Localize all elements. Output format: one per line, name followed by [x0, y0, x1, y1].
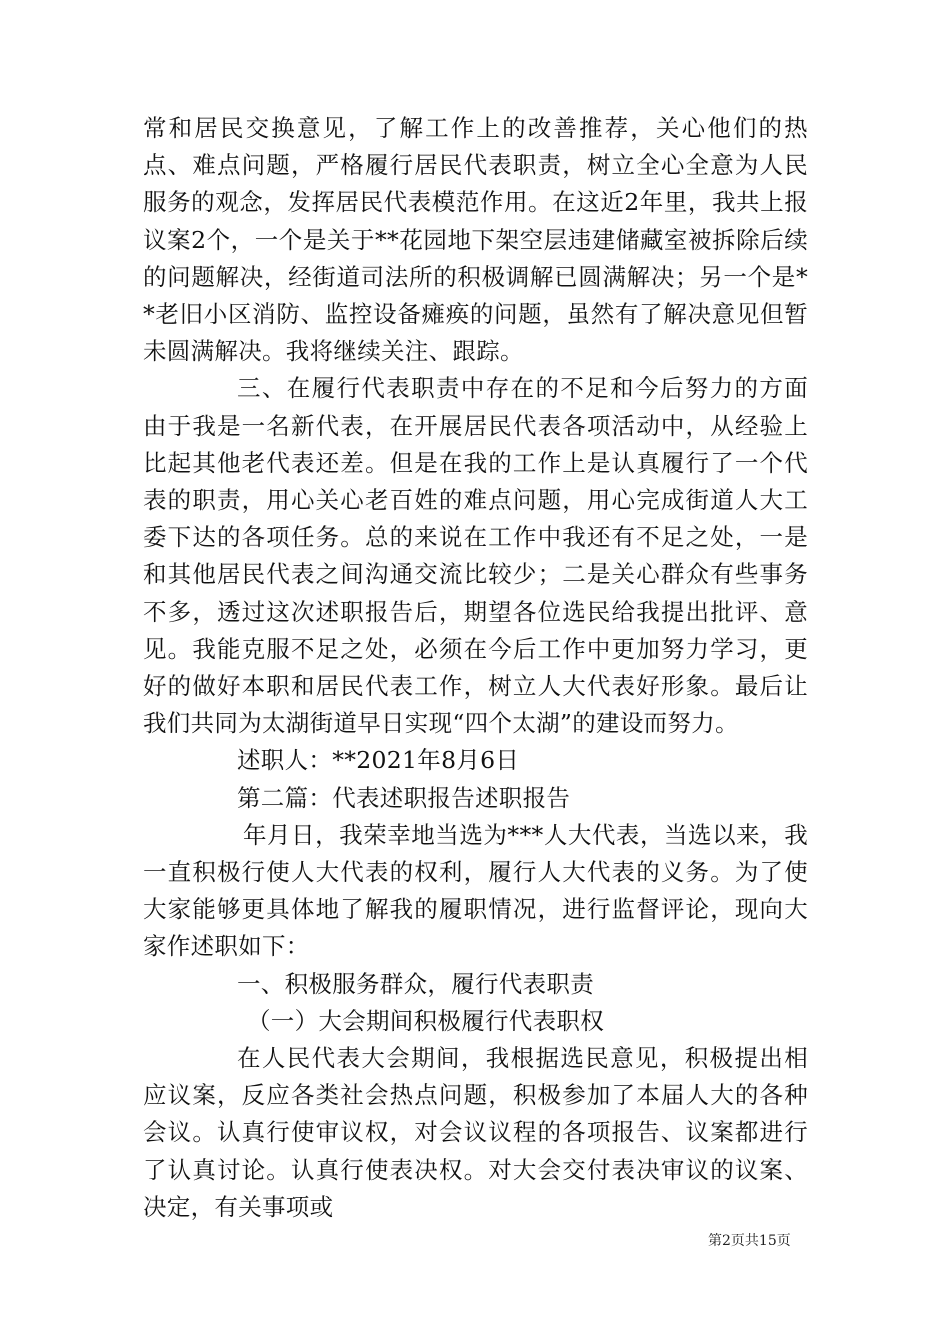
subsection-heading: （一）大会期间积极履行代表职权	[247, 1006, 604, 1035]
paragraph-congress-duties: 在人民代表大会期间，我根据选民意见，积极提出相应议案，反应各类社会热点问题，积极参加了本届人大的各种会议。认真行使审议权，对会议议程的各项报告、议案都进行了认真讨论。认真行使表决权。对大会交付表决审议的议案、决定，有关事项或	[143, 1044, 808, 1221]
document-body	[143, 110, 808, 1226]
section-heading: 一、积极服务群众，履行代表职责	[237, 969, 594, 998]
paragraph-continued: 常和居民交换意见，了解工作上的改善推荐，关心他们的热点、难点问题，严格履行居民代表职责，树立全心全意为人民服务的观念，发挥居民代表模范作用。在这近2年里，我共上报议案2个，一个是关于**花园地下架空层违建储藏室被拆除后续的问题解决，经街道司法所的积极调解已圆满解决；另一个是**老旧小区消防、监控设备瘫痪的问题，虽然有了解决意见但暂未圆满解决。我将继续关注、跟踪。	[143, 114, 808, 366]
page-number-footer: 第2页共15页	[708, 1233, 791, 1249]
paragraph-section-three: 三、在履行代表职责中存在的不足和今后努力的方面由于我是一名新代表，在开展居民代表各项活动中，从经验上比起其他老代表还差。但是在我的工作上是认真履行了一个代表的职责，用心关心老百姓的难点问题，用心完成街道人大工委下达的各项任务。总的来说在工作中我还有不足之处，一是和其他居民代表之间沟通交流比较少；二是关心群众有些事务不多，透过这次述职报告后，期望各位选民给我提出批评、意见。我能克服不足之处，必须在今后工作中更加努力学习，更好的做好本职和居民代表工作，树立人大代表好形象。最后让我们共同为太湖街道早日实现“四个太湖”的建设而努力。	[143, 374, 808, 738]
signature-line: 述职人：**2021年8月6日	[237, 746, 520, 775]
paragraph-introduction: 年月日，我荣幸地当选为***人大代表，当选以来，我一直积极行使人大代表的权利，履行人大代表的义务。为了使大家能够更具体地了解我的履职情况，进行监督评论，现向大家作述职如下：	[143, 820, 808, 961]
chapter-heading: 第二篇：代表述职报告述职报告	[237, 783, 571, 812]
